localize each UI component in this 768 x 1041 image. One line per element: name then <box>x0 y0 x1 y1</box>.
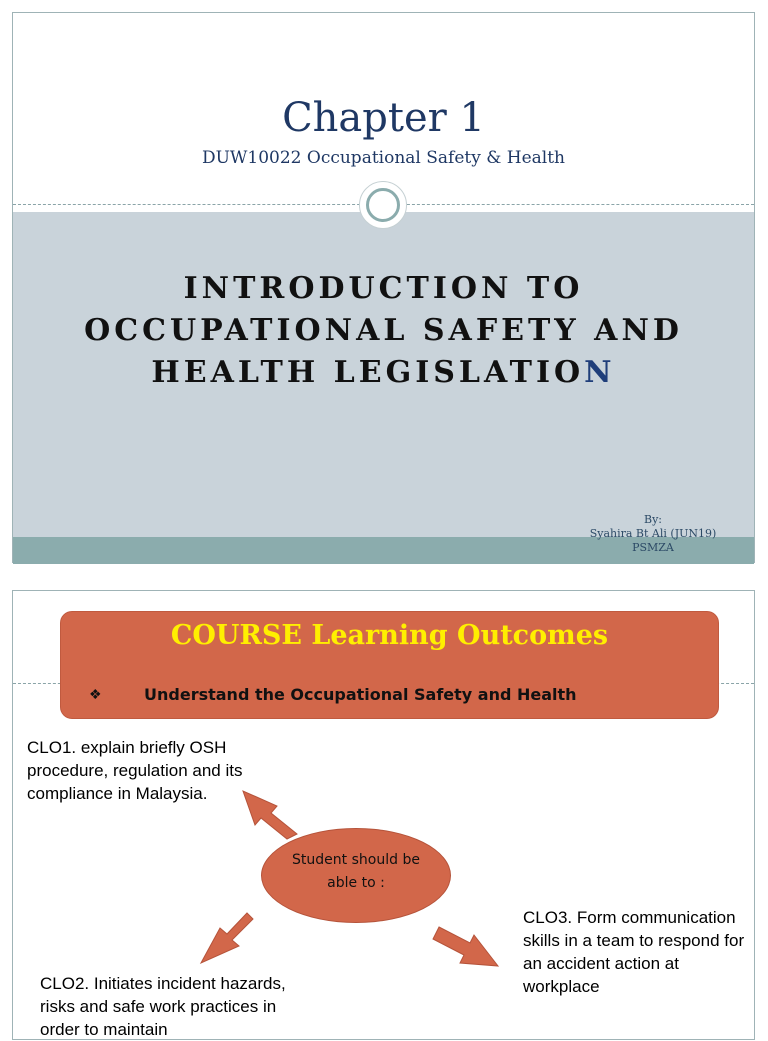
heading-line-2: OCCUPATIONAL SAFETY AND <box>84 313 683 348</box>
diamond-bullet-icon: ❖ <box>89 686 102 702</box>
arrow-to-clo3-icon <box>433 927 498 966</box>
center-text <box>262 849 450 895</box>
center-text-line-2: able to : <box>327 875 385 891</box>
slide-heading <box>13 268 754 394</box>
center-ellipse <box>261 828 451 923</box>
institution-name: PSMZA <box>632 541 674 554</box>
heading-line-1: INTRODUCTION TO <box>183 271 584 306</box>
ring-icon <box>359 181 407 229</box>
course-subtitle: DUW10022 Occupational Safety & Health <box>201 148 566 168</box>
heading-line-3 <box>13 352 754 394</box>
clo2-text: CLO2. Initiates incident hazards, risks and safe work practices in order to maintain <box>40 974 286 1039</box>
heading-line-3-main: HEALTH LEGISLATIO <box>151 355 585 390</box>
center-text-line-1: Student should be <box>292 852 420 868</box>
arrow-to-clo1-icon <box>243 791 297 839</box>
by-label: By: <box>643 513 662 526</box>
clo3-text: CLO3. Form communication skills in a team to respond for an accident action at workplace <box>523 908 745 996</box>
clo1-text: CLO1. explain briefly OSH procedure, regulation and its compliance in Malaysia. <box>27 738 243 803</box>
arrow-to-clo2-icon <box>201 913 253 963</box>
author-name: Syahira Bt Ali (JUN19) <box>589 527 717 540</box>
author-block <box>553 513 753 555</box>
outcome-bullet-text: Understand the Occupational Safety and Health <box>144 685 577 704</box>
arrows-graphic <box>13 591 756 1041</box>
chapter-title: Chapter 1 <box>282 95 485 141</box>
heading-line-3-last: N <box>584 355 616 390</box>
title-slide <box>12 12 755 563</box>
outcomes-slide <box>12 590 755 1040</box>
outcomes-title: COURSE Learning Outcomes <box>170 620 609 651</box>
